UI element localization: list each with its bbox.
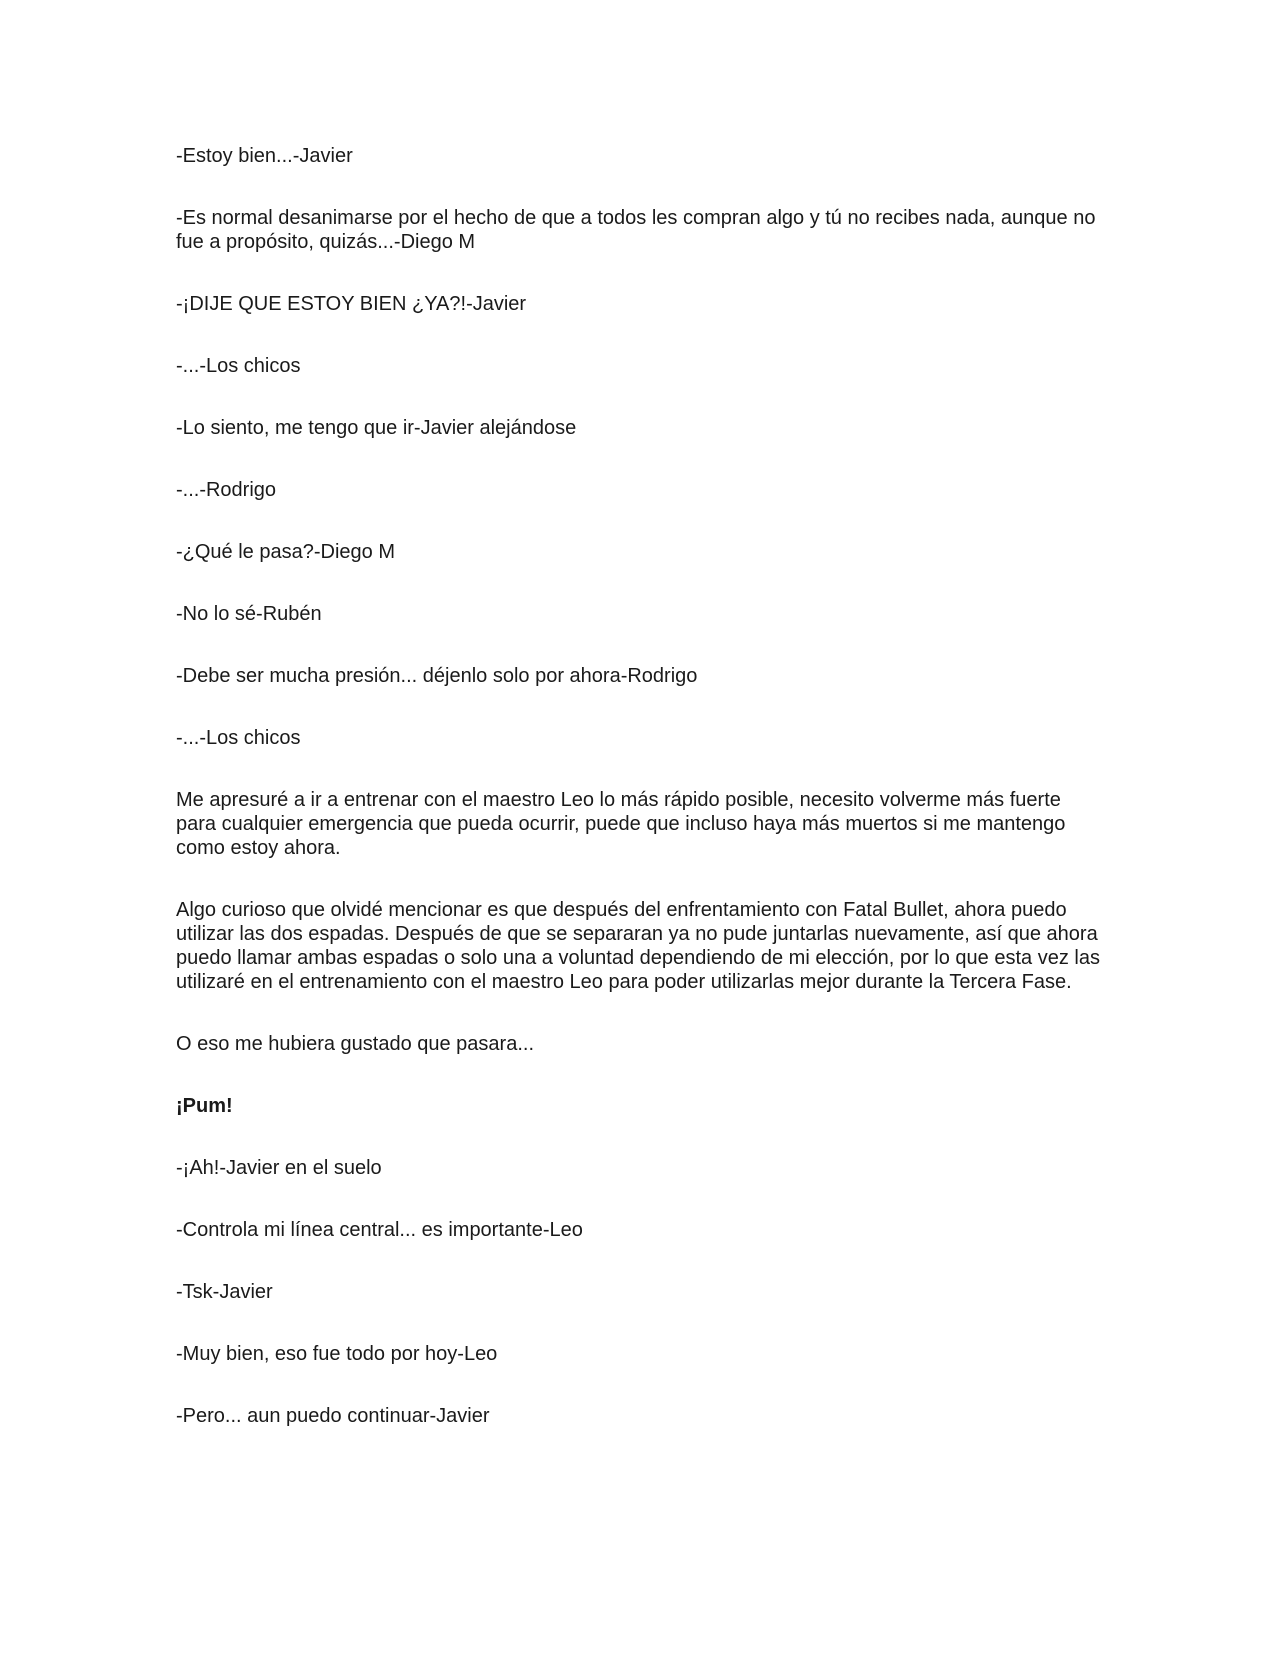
dialogue-line: -No lo sé-Rubén	[176, 603, 322, 625]
narration-paragraph: O eso me hubiera gustado que pasara...	[176, 1033, 535, 1055]
dialogue-line: -Lo siento, me tengo que ir-Javier alejándose	[176, 417, 577, 439]
dialogue-line: -¡Ah!-Javier en el suelo	[176, 1157, 382, 1179]
dialogue-line: -...-Los chicos	[176, 727, 301, 749]
dialogue-line: -...-Los chicos	[176, 355, 301, 377]
dialogue-line: -¡DIJE QUE ESTOY BIEN ¿YA?!-Javier	[176, 293, 527, 315]
dialogue-line: -Es normal desanimarse por el hecho de que a todos les compran algo y tú no recibes nada, aunque no fue a propósito, quizás...-Diego M	[176, 207, 1096, 253]
dialogue-line: -¿Qué le pasa?-Diego M	[176, 541, 395, 563]
document-page	[176, 144, 1104, 1466]
dialogue-line: -...-Rodrigo	[176, 479, 277, 501]
narration-paragraph: Me apresuré a ir a entrenar con el maestro Leo lo más rápido posible, necesito volverme más fuerte para cualquier emergencia que pueda ocurrir, puede que incluso haya más muertos si me mantengo como estoy ahora.	[176, 789, 1066, 859]
dialogue-line: -Estoy bien...-Javier	[176, 145, 353, 167]
sound-effect-heading: ¡Pum!	[176, 1095, 233, 1117]
dialogue-line: -Controla mi línea central... es importante-Leo	[176, 1219, 583, 1241]
narration-paragraph: Algo curioso que olvidé mencionar es que después del enfrentamiento con Fatal Bullet, ahora puedo utilizar las dos espadas. Después de que se separaran ya no pude juntarlas nuevamente, así que ahora puedo llamar ambas espadas o solo una a voluntad dependiendo de mi elección, por lo que esta vez las utilizaré en el entrenamiento con el maestro Leo para poder utilizarlas mejor durante la Tercera Fase.	[176, 899, 1100, 993]
dialogue-line: -Muy bien, eso fue todo por hoy-Leo	[176, 1343, 498, 1365]
dialogue-line: -Pero... aun puedo continuar-Javier	[176, 1405, 490, 1427]
dialogue-line: -Debe ser mucha presión... déjenlo solo por ahora-Rodrigo	[176, 665, 698, 687]
dialogue-line: -Tsk-Javier	[176, 1281, 273, 1303]
